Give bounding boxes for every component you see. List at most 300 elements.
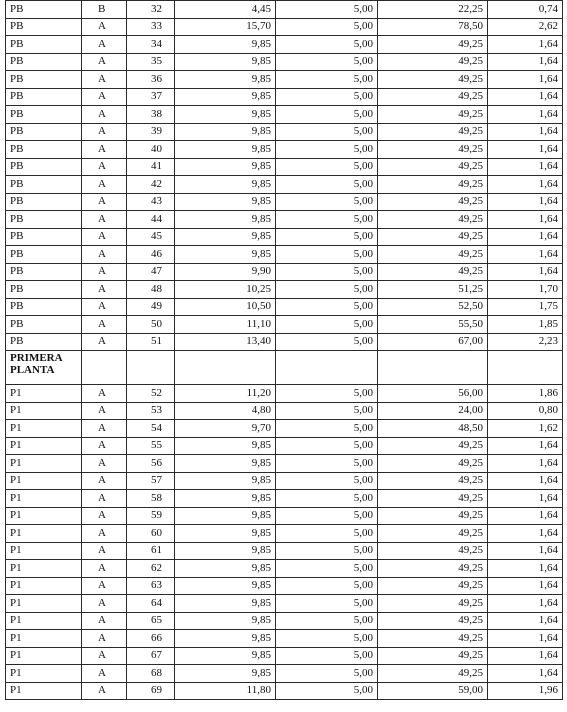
- type-cell: A: [82, 36, 127, 54]
- area-cell: 49,25: [378, 141, 488, 159]
- percent-cell: 1,64: [488, 560, 563, 578]
- percent-cell: 1,64: [488, 158, 563, 176]
- percent-cell: 2,62: [488, 18, 563, 36]
- number-cell: 68: [127, 665, 175, 683]
- area-cell: 59,00: [378, 682, 488, 700]
- type-cell: A: [82, 455, 127, 473]
- type-cell: A: [82, 385, 127, 403]
- table-row: [6, 577, 563, 595]
- length-cell: 10,50: [175, 298, 276, 316]
- length-cell: 13,40: [175, 333, 276, 351]
- floor-cell: P1: [6, 595, 82, 613]
- table-row: [6, 507, 563, 525]
- type-cell: A: [82, 490, 127, 508]
- length-cell: 9,85: [175, 665, 276, 683]
- floor-cell: PB: [6, 246, 82, 264]
- section-title: PRIMERA PLANTA: [6, 351, 82, 385]
- floor-cell: P1: [6, 437, 82, 455]
- table-row: [6, 193, 563, 211]
- width-cell: 5,00: [276, 176, 378, 194]
- number-cell: 63: [127, 577, 175, 595]
- percent-cell: 1,64: [488, 106, 563, 124]
- empty-cell: [175, 351, 276, 385]
- percent-cell: 1,70: [488, 281, 563, 299]
- table-row: [6, 36, 563, 54]
- type-cell: A: [82, 246, 127, 264]
- area-cell: 55,50: [378, 316, 488, 334]
- length-cell: 9,85: [175, 507, 276, 525]
- floor-cell: PB: [6, 333, 82, 351]
- table-row: [6, 176, 563, 194]
- type-cell: A: [82, 211, 127, 229]
- table-row: [6, 123, 563, 141]
- type-cell: A: [82, 402, 127, 420]
- number-cell: 47: [127, 263, 175, 281]
- floor-cell: P1: [6, 385, 82, 403]
- number-cell: 61: [127, 542, 175, 560]
- length-cell: 9,85: [175, 158, 276, 176]
- section-row: [6, 351, 563, 385]
- width-cell: 5,00: [276, 647, 378, 665]
- width-cell: 5,00: [276, 281, 378, 299]
- area-cell: 48,50: [378, 420, 488, 438]
- number-cell: 60: [127, 525, 175, 543]
- length-cell: 9,85: [175, 88, 276, 106]
- width-cell: 5,00: [276, 211, 378, 229]
- width-cell: 5,00: [276, 612, 378, 630]
- number-cell: 65: [127, 612, 175, 630]
- floor-cell: P1: [6, 420, 82, 438]
- width-cell: 5,00: [276, 333, 378, 351]
- percent-cell: 2,23: [488, 333, 563, 351]
- floor-cell: PB: [6, 18, 82, 36]
- area-cell: 49,25: [378, 665, 488, 683]
- area-cell: 78,50: [378, 18, 488, 36]
- number-cell: 44: [127, 211, 175, 229]
- floor-cell: P1: [6, 630, 82, 648]
- type-cell: A: [82, 595, 127, 613]
- width-cell: 5,00: [276, 263, 378, 281]
- area-cell: 24,00: [378, 402, 488, 420]
- table-row: [6, 682, 563, 700]
- percent-cell: 1,64: [488, 525, 563, 543]
- floor-cell: P1: [6, 542, 82, 560]
- percent-cell: 1,64: [488, 176, 563, 194]
- length-cell: 11,80: [175, 682, 276, 700]
- table-row: [6, 246, 563, 264]
- type-cell: A: [82, 176, 127, 194]
- area-cell: 49,25: [378, 36, 488, 54]
- area-cell: 22,25: [378, 1, 488, 19]
- percent-cell: 1,64: [488, 490, 563, 508]
- percent-cell: 1,64: [488, 211, 563, 229]
- area-cell: 49,25: [378, 630, 488, 648]
- number-cell: 33: [127, 18, 175, 36]
- table-body: [6, 1, 563, 700]
- type-cell: A: [82, 525, 127, 543]
- number-cell: 56: [127, 455, 175, 473]
- area-cell: 49,25: [378, 560, 488, 578]
- width-cell: 5,00: [276, 542, 378, 560]
- width-cell: 5,00: [276, 18, 378, 36]
- floor-cell: P1: [6, 455, 82, 473]
- number-cell: 57: [127, 472, 175, 490]
- width-cell: 5,00: [276, 595, 378, 613]
- area-cell: 49,25: [378, 123, 488, 141]
- table-row: [6, 455, 563, 473]
- number-cell: 46: [127, 246, 175, 264]
- number-cell: 35: [127, 53, 175, 71]
- type-cell: A: [82, 18, 127, 36]
- percent-cell: 1,62: [488, 420, 563, 438]
- table-row: [6, 420, 563, 438]
- table-row: [6, 158, 563, 176]
- length-cell: 9,85: [175, 106, 276, 124]
- percent-cell: 1,64: [488, 542, 563, 560]
- empty-cell: [378, 351, 488, 385]
- type-cell: A: [82, 263, 127, 281]
- width-cell: 5,00: [276, 123, 378, 141]
- percent-cell: 1,64: [488, 577, 563, 595]
- percent-cell: 1,64: [488, 263, 563, 281]
- length-cell: 9,90: [175, 263, 276, 281]
- number-cell: 55: [127, 437, 175, 455]
- width-cell: 5,00: [276, 53, 378, 71]
- table-row: [6, 525, 563, 543]
- width-cell: 5,00: [276, 507, 378, 525]
- area-cell: 49,25: [378, 88, 488, 106]
- table-row: [6, 141, 563, 159]
- length-cell: 9,85: [175, 455, 276, 473]
- floor-cell: P1: [6, 525, 82, 543]
- length-cell: 9,85: [175, 228, 276, 246]
- width-cell: 5,00: [276, 385, 378, 403]
- table-row: [6, 316, 563, 334]
- floor-cell: PB: [6, 211, 82, 229]
- table-row: [6, 228, 563, 246]
- number-cell: 48: [127, 281, 175, 299]
- floor-cell: PB: [6, 123, 82, 141]
- type-cell: A: [82, 542, 127, 560]
- type-cell: A: [82, 158, 127, 176]
- table-row: [6, 542, 563, 560]
- length-cell: 9,85: [175, 437, 276, 455]
- table-row: [6, 490, 563, 508]
- percent-cell: 1,64: [488, 665, 563, 683]
- width-cell: 5,00: [276, 193, 378, 211]
- type-cell: A: [82, 71, 127, 89]
- table-row: [6, 281, 563, 299]
- area-cell: 49,25: [378, 542, 488, 560]
- number-cell: 64: [127, 595, 175, 613]
- floor-cell: PB: [6, 106, 82, 124]
- type-cell: A: [82, 281, 127, 299]
- number-cell: 50: [127, 316, 175, 334]
- width-cell: 5,00: [276, 88, 378, 106]
- table-row: [6, 18, 563, 36]
- table-row: [6, 71, 563, 89]
- area-cell: 49,25: [378, 507, 488, 525]
- type-cell: A: [82, 141, 127, 159]
- number-cell: 38: [127, 106, 175, 124]
- width-cell: 5,00: [276, 472, 378, 490]
- number-cell: 54: [127, 420, 175, 438]
- area-cell: 49,25: [378, 263, 488, 281]
- type-cell: B: [82, 1, 127, 19]
- length-cell: 9,85: [175, 630, 276, 648]
- length-cell: 11,10: [175, 316, 276, 334]
- empty-cell: [82, 351, 127, 385]
- floor-cell: PB: [6, 281, 82, 299]
- length-cell: 9,70: [175, 420, 276, 438]
- percent-cell: 1,64: [488, 123, 563, 141]
- percent-cell: 1,64: [488, 193, 563, 211]
- length-cell: 9,85: [175, 472, 276, 490]
- number-cell: 53: [127, 402, 175, 420]
- floor-cell: P1: [6, 612, 82, 630]
- type-cell: A: [82, 316, 127, 334]
- width-cell: 5,00: [276, 682, 378, 700]
- length-cell: 9,85: [175, 53, 276, 71]
- table-row: [6, 665, 563, 683]
- width-cell: 5,00: [276, 437, 378, 455]
- width-cell: 5,00: [276, 158, 378, 176]
- area-cell: 49,25: [378, 53, 488, 71]
- length-cell: 9,85: [175, 211, 276, 229]
- table-row: [6, 53, 563, 71]
- length-cell: 9,85: [175, 71, 276, 89]
- length-cell: 9,85: [175, 560, 276, 578]
- area-cell: 49,25: [378, 490, 488, 508]
- table-row: [6, 630, 563, 648]
- number-cell: 69: [127, 682, 175, 700]
- floor-cell: PB: [6, 53, 82, 71]
- floor-cell: PB: [6, 141, 82, 159]
- area-cell: 49,25: [378, 228, 488, 246]
- floor-cell: PB: [6, 71, 82, 89]
- number-cell: 32: [127, 1, 175, 19]
- area-cell: 49,25: [378, 525, 488, 543]
- length-cell: 9,85: [175, 36, 276, 54]
- area-cell: 49,25: [378, 176, 488, 194]
- area-cell: 52,50: [378, 298, 488, 316]
- width-cell: 5,00: [276, 71, 378, 89]
- floor-cell: P1: [6, 507, 82, 525]
- type-cell: A: [82, 682, 127, 700]
- number-cell: 42: [127, 176, 175, 194]
- table-row: [6, 106, 563, 124]
- data-table: [5, 0, 563, 700]
- percent-cell: 1,86: [488, 385, 563, 403]
- width-cell: 5,00: [276, 246, 378, 264]
- percent-cell: 1,64: [488, 228, 563, 246]
- percent-cell: 1,64: [488, 630, 563, 648]
- table-row: [6, 333, 563, 351]
- number-cell: 62: [127, 560, 175, 578]
- table-row: [6, 263, 563, 281]
- type-cell: A: [82, 437, 127, 455]
- number-cell: 37: [127, 88, 175, 106]
- area-cell: 49,25: [378, 647, 488, 665]
- width-cell: 5,00: [276, 316, 378, 334]
- width-cell: 5,00: [276, 228, 378, 246]
- floor-cell: PB: [6, 176, 82, 194]
- area-cell: 49,25: [378, 577, 488, 595]
- area-cell: 49,25: [378, 246, 488, 264]
- length-cell: 9,85: [175, 141, 276, 159]
- floor-cell: PB: [6, 158, 82, 176]
- percent-cell: 1,85: [488, 316, 563, 334]
- length-cell: 9,85: [175, 542, 276, 560]
- type-cell: A: [82, 333, 127, 351]
- type-cell: A: [82, 193, 127, 211]
- floor-cell: P1: [6, 472, 82, 490]
- table-row: [6, 88, 563, 106]
- area-cell: 49,25: [378, 106, 488, 124]
- width-cell: 5,00: [276, 577, 378, 595]
- type-cell: A: [82, 472, 127, 490]
- percent-cell: 1,64: [488, 88, 563, 106]
- width-cell: 5,00: [276, 490, 378, 508]
- length-cell: 9,85: [175, 525, 276, 543]
- number-cell: 40: [127, 141, 175, 159]
- table-row: [6, 647, 563, 665]
- length-cell: 10,25: [175, 281, 276, 299]
- percent-cell: 1,64: [488, 507, 563, 525]
- length-cell: 9,85: [175, 490, 276, 508]
- width-cell: 5,00: [276, 630, 378, 648]
- length-cell: 9,85: [175, 246, 276, 264]
- table-row: [6, 298, 563, 316]
- table-row: [6, 560, 563, 578]
- number-cell: 45: [127, 228, 175, 246]
- width-cell: 5,00: [276, 420, 378, 438]
- type-cell: A: [82, 123, 127, 141]
- area-cell: 49,25: [378, 71, 488, 89]
- percent-cell: 0,80: [488, 402, 563, 420]
- type-cell: A: [82, 507, 127, 525]
- table-row: [6, 385, 563, 403]
- width-cell: 5,00: [276, 560, 378, 578]
- area-cell: 49,25: [378, 612, 488, 630]
- percent-cell: 0,74: [488, 1, 563, 19]
- length-cell: 9,85: [175, 612, 276, 630]
- number-cell: 43: [127, 193, 175, 211]
- type-cell: A: [82, 577, 127, 595]
- width-cell: 5,00: [276, 402, 378, 420]
- floor-cell: P1: [6, 682, 82, 700]
- length-cell: 9,85: [175, 595, 276, 613]
- type-cell: A: [82, 53, 127, 71]
- type-cell: A: [82, 630, 127, 648]
- number-cell: 59: [127, 507, 175, 525]
- type-cell: A: [82, 420, 127, 438]
- percent-cell: 1,64: [488, 246, 563, 264]
- type-cell: A: [82, 298, 127, 316]
- number-cell: 67: [127, 647, 175, 665]
- area-cell: 67,00: [378, 333, 488, 351]
- floor-cell: PB: [6, 263, 82, 281]
- floor-cell: P1: [6, 647, 82, 665]
- length-cell: 9,85: [175, 123, 276, 141]
- floor-cell: PB: [6, 298, 82, 316]
- floor-cell: PB: [6, 36, 82, 54]
- floor-cell: PB: [6, 193, 82, 211]
- area-cell: 49,25: [378, 211, 488, 229]
- empty-cell: [127, 351, 175, 385]
- length-cell: 4,80: [175, 402, 276, 420]
- width-cell: 5,00: [276, 1, 378, 19]
- width-cell: 5,00: [276, 141, 378, 159]
- empty-cell: [276, 351, 378, 385]
- floor-cell: P1: [6, 402, 82, 420]
- floor-cell: PB: [6, 316, 82, 334]
- number-cell: 52: [127, 385, 175, 403]
- percent-cell: 1,64: [488, 141, 563, 159]
- table-row: [6, 1, 563, 19]
- number-cell: 66: [127, 630, 175, 648]
- number-cell: 41: [127, 158, 175, 176]
- area-cell: 49,25: [378, 193, 488, 211]
- percent-cell: 1,64: [488, 647, 563, 665]
- type-cell: A: [82, 665, 127, 683]
- length-cell: 9,85: [175, 193, 276, 211]
- width-cell: 5,00: [276, 298, 378, 316]
- floor-cell: P1: [6, 490, 82, 508]
- type-cell: A: [82, 560, 127, 578]
- type-cell: A: [82, 228, 127, 246]
- area-cell: 56,00: [378, 385, 488, 403]
- length-cell: 4,45: [175, 1, 276, 19]
- number-cell: 36: [127, 71, 175, 89]
- percent-cell: 1,64: [488, 437, 563, 455]
- length-cell: 11,20: [175, 385, 276, 403]
- length-cell: 9,85: [175, 577, 276, 595]
- width-cell: 5,00: [276, 36, 378, 54]
- floor-cell: PB: [6, 88, 82, 106]
- percent-cell: 1,75: [488, 298, 563, 316]
- floor-cell: P1: [6, 665, 82, 683]
- number-cell: 39: [127, 123, 175, 141]
- area-cell: 49,25: [378, 595, 488, 613]
- type-cell: A: [82, 647, 127, 665]
- percent-cell: 1,64: [488, 53, 563, 71]
- width-cell: 5,00: [276, 525, 378, 543]
- type-cell: A: [82, 612, 127, 630]
- empty-cell: [488, 351, 563, 385]
- percent-cell: 1,64: [488, 71, 563, 89]
- width-cell: 5,00: [276, 106, 378, 124]
- table-row: [6, 472, 563, 490]
- floor-cell: P1: [6, 560, 82, 578]
- table-row: [6, 595, 563, 613]
- percent-cell: 1,64: [488, 455, 563, 473]
- table-row: [6, 211, 563, 229]
- length-cell: 9,85: [175, 647, 276, 665]
- width-cell: 5,00: [276, 455, 378, 473]
- area-cell: 49,25: [378, 158, 488, 176]
- length-cell: 9,85: [175, 176, 276, 194]
- floor-cell: PB: [6, 1, 82, 19]
- table-row: [6, 612, 563, 630]
- area-cell: 51,25: [378, 281, 488, 299]
- type-cell: A: [82, 106, 127, 124]
- floor-cell: P1: [6, 577, 82, 595]
- percent-cell: 1,64: [488, 595, 563, 613]
- percent-cell: 1,64: [488, 472, 563, 490]
- floor-cell: PB: [6, 228, 82, 246]
- area-cell: 49,25: [378, 455, 488, 473]
